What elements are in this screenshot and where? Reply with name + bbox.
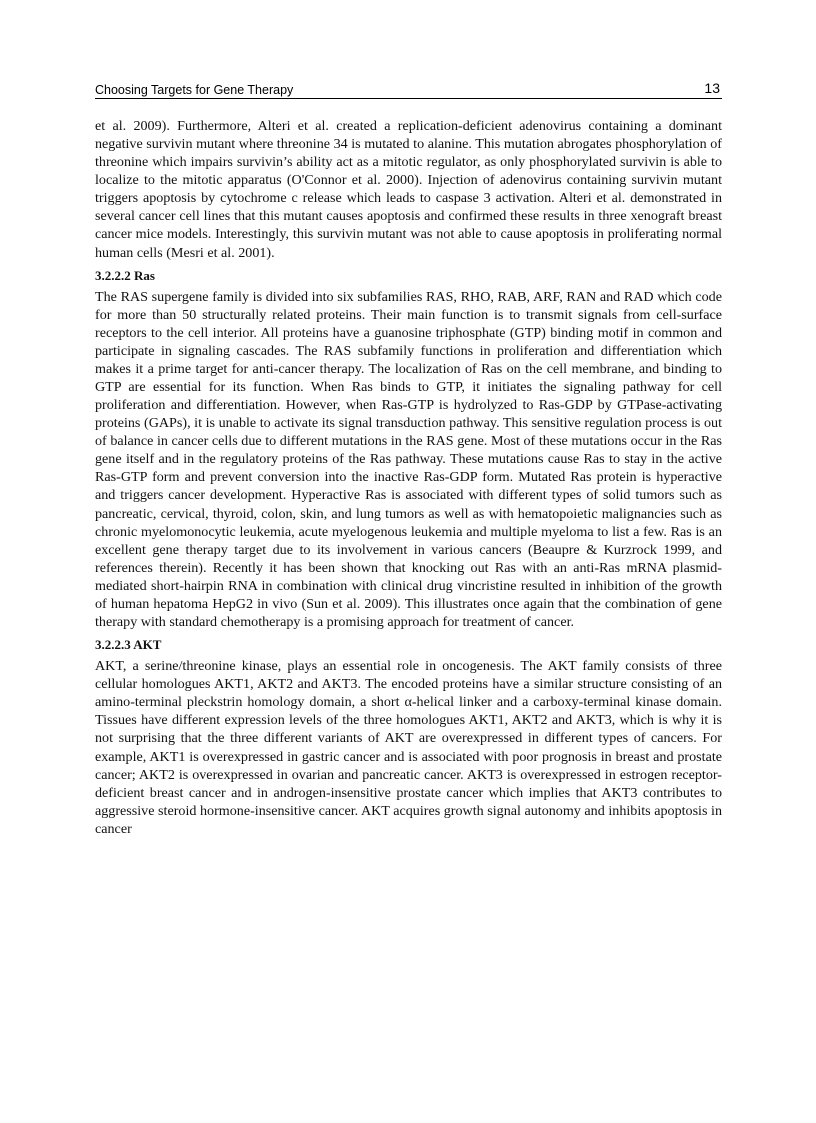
chapter-title: Choosing Targets for Gene Therapy xyxy=(95,83,294,97)
page-number: 13 xyxy=(704,80,720,96)
section-heading-ras: 3.2.2.2 Ras xyxy=(95,267,155,283)
paragraph-akt: AKT, a serine/threonine kinase, plays an essential role in oncogenesis. The AKT family consists of three cellular homologues AKT1, AKT2 and AKT3. The encoded proteins have a similar structure consisting of an amino-terminal pleckstrin homology domain, a short α-helical linker and a carboxy-terminal kinase domain. Tissues have different expression levels of the three homologues AKT1, AKT2 and AKT3, which is why it is not surprising that the three different variants of AKT are overexpressed in different types of cancers. For example, AKT1 is overexpressed in gastric cancer and is associated with poor prognosis in breast and prostate cancer; AKT2 is overexpressed in ovarian and pancreatic cancer. AKT3 is overexpressed in estrogen receptor-deficient breast cancer and in androgen-insensitive prostate cancer which implies that AKT3 contributes to aggressive steroid hormone-insensitive cancer. AKT acquires growth signal autonomy and inhibits apoptosis in cancer xyxy=(95,658,722,837)
paragraph-ras: The RAS supergene family is divided into six subfamilies RAS, RHO, RAB, ARF, RAN and RAD which code for more than 50 structurally related proteins. Their main function is to transmit signals from cell-surface receptors to the cell interior. All proteins have a guanosine triphosphate (GTP) binding motif in common and participate in signaling cascades. The RAS subfamily functions in proliferation and differentiation which makes it a prime target for anti-cancer therapy. The localization of Ras on the cell membrane, and binding to GTP are essential for its function. When Ras binds to GTP, it initiates the signaling pathway for cell proliferation and differentiation. However, when Ras-GTP is hydrolyzed to Ras-GDP by GTPase-activating proteins (GAPs), it is unable to activate its signal transduction pathway. This sensitive regulation process is out of balance in cancer cells due to different mutations in the RAS gene. Most of these mutations occur in the Ras gene itself and in the regulatory proteins of the Ras pathway. These mutations cause Ras to stay in the active Ras-GTP form and prevent conversion into the inactive Ras-GDP form. Mutated Ras protein is hyperactive and triggers cancer development. Hyperactive Ras is associated with different types of solid tumors such as pancreatic, cervical, thyroid, colon, skin, and lung tumors as well as with hematopoietic malignancies such as chronic myelomonocytic leukemia, acute myelogenous leukemia and multiple myeloma to list a few. Ras is an excellent gene therapy target due to its involvement in various cancers (Beaupre & Kurzrock 1999, and references therein). Recently it has been shown that knocking out Ras with an anti-Ras mRNA plasmid-mediated short-hairpin RNA in combination with clinical drug vincristine resulted in inhibition of the growth of human hepatoma HepG2 in vivo (Sun et al. 2009). This illustrates once again that the combination of gene therapy with standard chemotherapy is a promising approach for treatment of cancer. xyxy=(95,288,722,631)
running-header xyxy=(95,80,722,99)
section-heading-akt: 3.2.2.3 AKT xyxy=(95,637,162,653)
paragraph-survivin: et al. 2009). Furthermore, Alteri et al. created a replication-deficient adenovirus containing a dominant negative survivin mutant where threonine 34 is mutated to alanine. This mutation abrogates phosphorylation of threonine which impairs survivin’s ability act as a mitotic regulator, as only phosphorylated survivin is able to localize to the mitotic apparatus (O'Connor et al. 2000). Injection of adenovirus containing survivin mutant triggers apoptosis by cytochrome c release which leads to caspase 3 activation. Alteri et al. demonstrated in several cancer cell lines that this mutant causes apoptosis and confirmed these results in three xenograft breast cancer mice models. Interestingly, this survivin mutant was not able to cause apoptosis in proliferating normal human cells (Mesri et al. 2001). xyxy=(95,118,722,261)
body-text xyxy=(95,117,722,838)
